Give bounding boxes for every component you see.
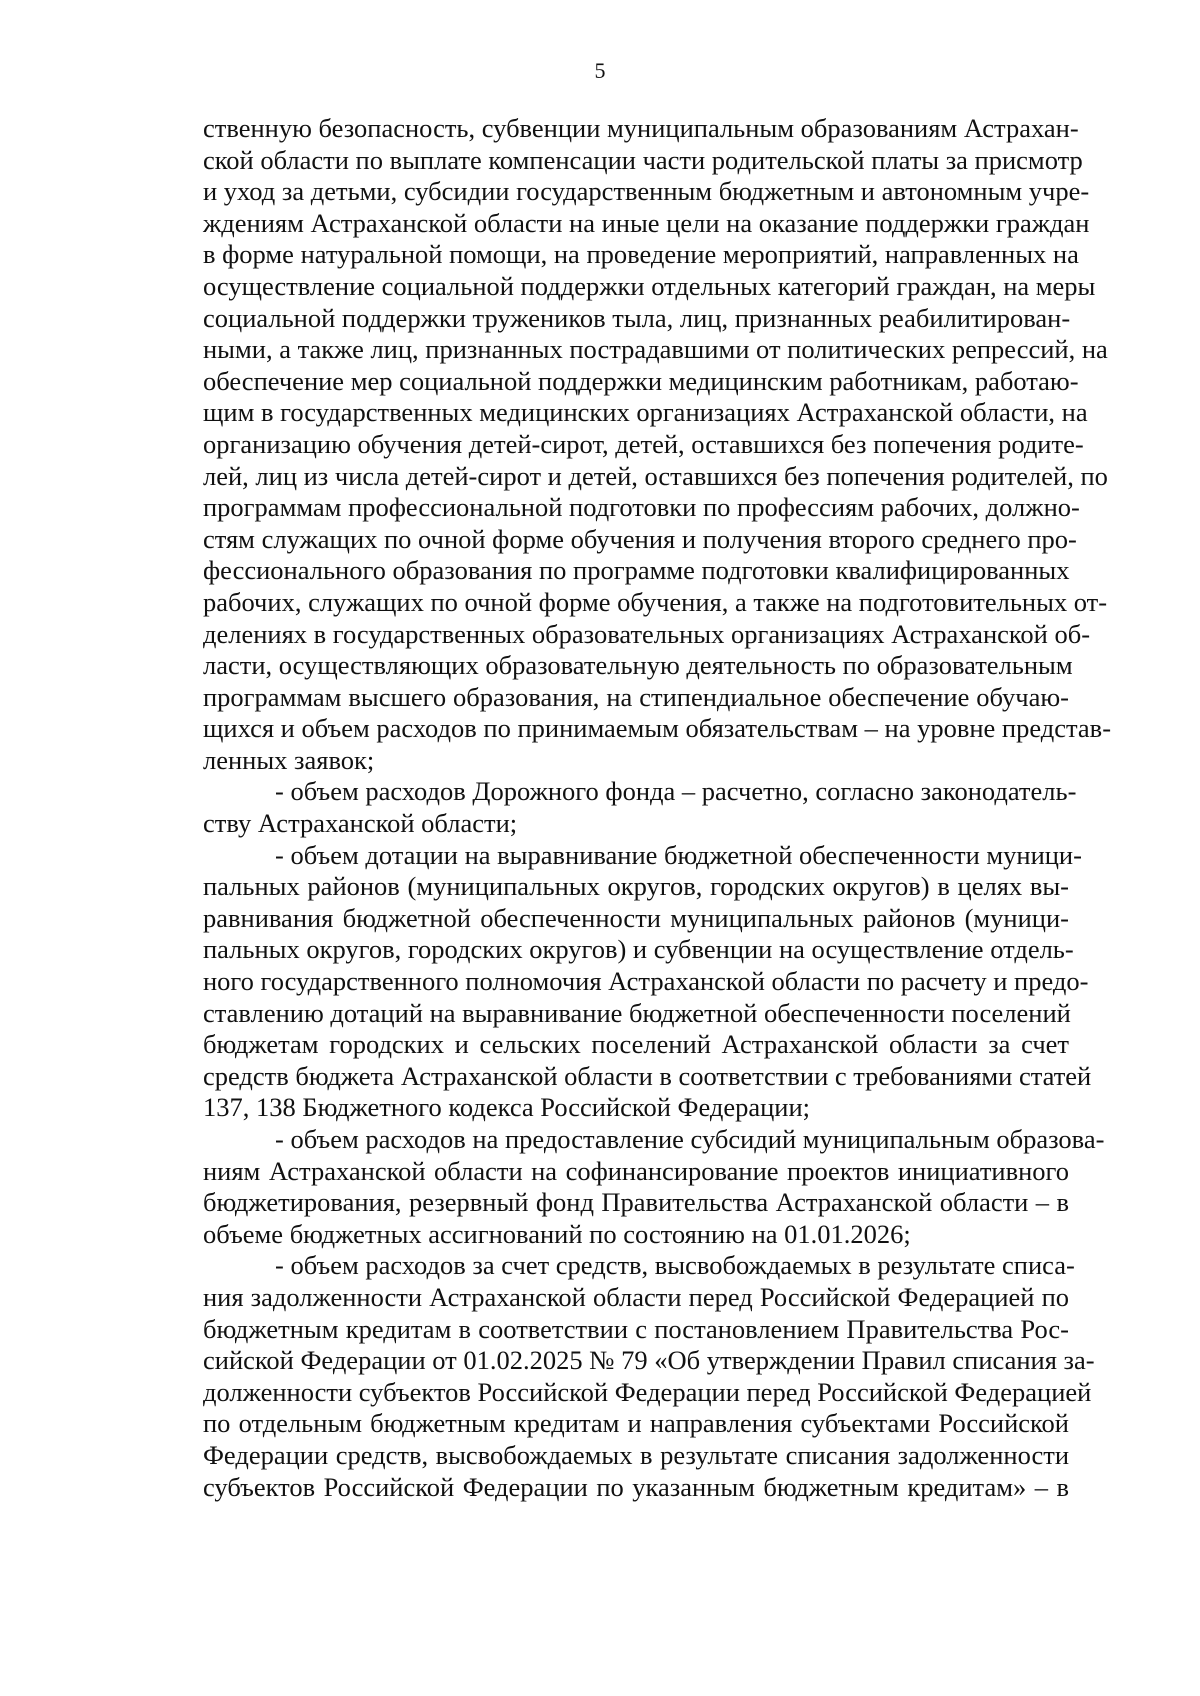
text-line: ными, а также лиц, признанных пострадавшими от политических репрессий, на xyxy=(203,334,1108,365)
text-line: средств бюджета Астраханской области в соответствии с требованиями статей xyxy=(203,1060,1092,1091)
text-line: - объем расходов Дорожного фонда – расчетно, согласно законодатель- xyxy=(275,776,1077,807)
text-line: по отдельным бюджетным кредитам и направления субъектами Российской xyxy=(203,1408,1069,1439)
text-line: ству Астраханской области; xyxy=(203,808,518,839)
text-line: делениях в государственных образовательных организациях Астраханской об- xyxy=(203,618,1091,649)
text-line: осуществление социальной поддержки отдельных категорий граждан, на меры xyxy=(203,270,1096,301)
text-line: обеспечение мер социальной поддержки медицинским работникам, работаю- xyxy=(203,365,1079,396)
text-line: ждениям Астраханской области на иные цели на оказание поддержки граждан xyxy=(203,207,1090,238)
text-line: пальных районов (муниципальных округов, городских округов) в целях вы- xyxy=(203,871,1069,902)
text-line: - объем расходов на предоставление субсидий муниципальным образова- xyxy=(275,1124,1105,1154)
text-line: рабочих, служащих по очной форме обучения, а также на подготовительных от- xyxy=(203,586,1108,617)
text-line: и уход за детьми, субсидии государственным бюджетным и автономным учре- xyxy=(203,176,1090,207)
text-line: бюджетирования, резервный фонд Правительства Астраханской области – в xyxy=(203,1187,1069,1218)
text-line: программам высшего образования, на стипендиальное обеспечение обучаю- xyxy=(203,681,1069,712)
text-line: ставлению дотаций на выравнивание бюджетной обеспеченности поселений xyxy=(203,997,1071,1028)
text-line: объеме бюджетных ассигнований по состоянию на 01.01.2026; xyxy=(203,1218,911,1249)
text-line: долженности субъектов Российской Федерации перед Российской Федерацией xyxy=(203,1376,1092,1407)
text-line: 137, 138 Бюджетного кодекса Российской Федерации; xyxy=(203,1092,811,1123)
page-number: 5 xyxy=(594,58,606,83)
text-line: щим в государственных медицинских организациях Астраханской области, на xyxy=(203,397,1088,428)
text-line: равнивания бюджетной обеспеченности муниципальных районов (муници- xyxy=(203,902,1069,933)
text-line: ственную безопасность, субвенции муниципальным образованиям Астрахан- xyxy=(203,113,1079,143)
text-line: стям служащих по очной форме обучения и получения второго среднего про- xyxy=(203,523,1077,554)
text-line: - объем дотации на выравнивание бюджетной обеспеченности муници- xyxy=(275,839,1082,870)
text-line: сийской Федерации от 01.02.2025 № 79 «Об утверждении Правил списания за- xyxy=(203,1345,1095,1376)
text-line: социальной поддержки тружеников тыла, лиц, признанных реабилитирован- xyxy=(203,302,1071,333)
text-line: субъектов Российской Федерации по указанным бюджетным кредитам» – в xyxy=(203,1471,1069,1502)
text-line: ния задолженности Астраханской области перед Российской Федерацией по xyxy=(203,1281,1069,1312)
document-body xyxy=(203,113,1112,1503)
text-line: в форме натуральной помощи, на проведение мероприятий, направленных на xyxy=(203,239,1079,270)
text-line: ниям Астраханской области на софинансирование проектов инициативного xyxy=(203,1155,1069,1186)
text-line: бюджетным кредитам в соответствии с постановлением Правительства Рос- xyxy=(203,1313,1069,1344)
text-line: ласти, осуществляющих образовательную деятельность по образовательным xyxy=(203,650,1073,681)
text-line: Федерации средств, высвобождаемых в результате списания задолженности xyxy=(203,1439,1069,1470)
text-line: фессионального образования по программе подготовки квалифицированных xyxy=(203,555,1070,586)
text-line: бюджетам городских и сельских поселений Астраханской области за счет xyxy=(203,1029,1069,1060)
text-line: ской области по выплате компенсации части родительской платы за присмотр xyxy=(203,144,1083,175)
text-line: - объем расходов за счет средств, высвобождаемых в результате списа- xyxy=(275,1250,1075,1281)
text-line: организацию обучения детей-сирот, детей, оставшихся без попечения родите- xyxy=(203,428,1084,459)
text-line: ного государственного полномочия Астраханской области по расчету и предо- xyxy=(203,966,1089,997)
text-line: ленных заявок; xyxy=(203,744,375,775)
text-line: пальных округов, городских округов) и субвенции на осуществление отдель- xyxy=(203,934,1074,965)
text-line: щихся и объем расходов по принимаемым обязательствам – на уровне представ- xyxy=(203,713,1112,744)
text-line: лей, лиц из числа детей-сирот и детей, оставшихся без попечения родителей, по xyxy=(203,460,1108,491)
text-line: программам профессиональной подготовки по профессиям рабочих, должно- xyxy=(203,492,1080,523)
